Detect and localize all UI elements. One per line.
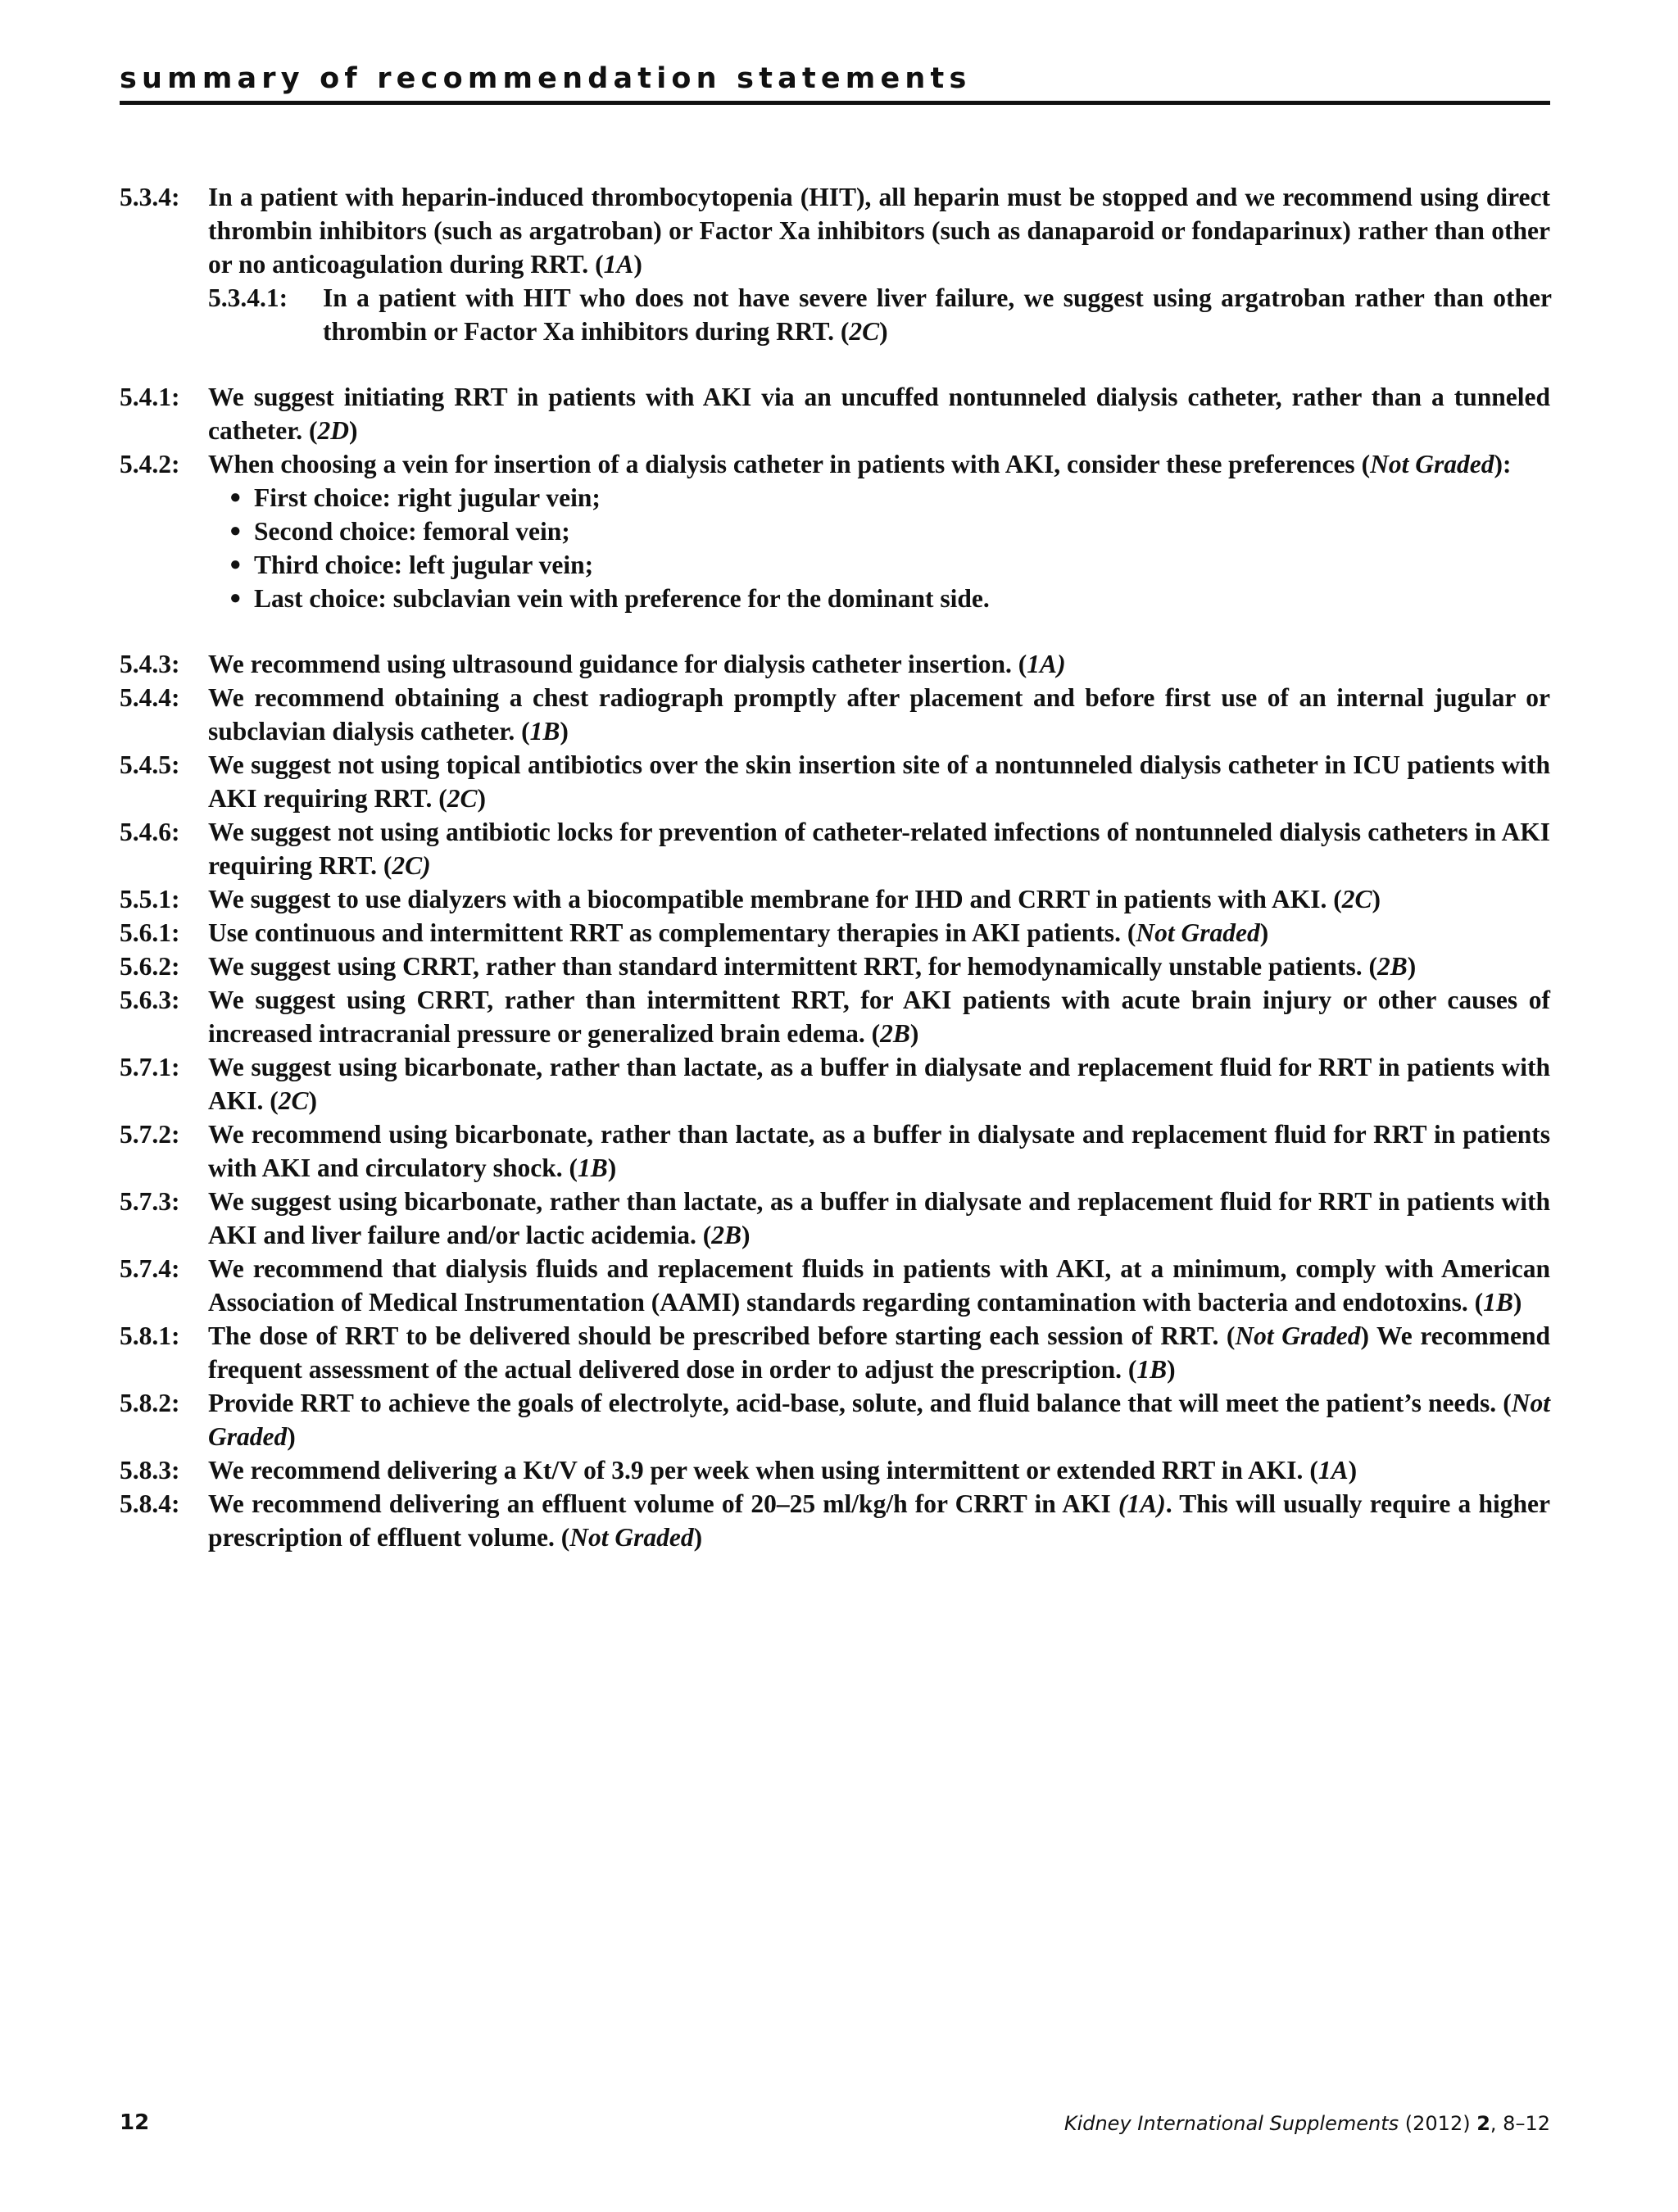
rec-number: 5.5.1:: [120, 885, 180, 913]
recommendation-5-4-2: [120, 447, 1550, 615]
rec-grade: 1B: [1483, 1288, 1513, 1317]
rec-text: We suggest using bicarbonate, rather than lactate, as a buffer in dialysate and replacement fluid for RRT in patients with AKI and liver failure and/or lactic acidemia. (2B): [208, 1187, 1550, 1249]
rec-text: In a patient with heparin-induced thrombocytopenia (HIT), all heparin must be stopped and we recommend using direct thrombin inhibitors (such as argatroban) or Factor Xa inhibitors (such as danaparoid or fondaparinux) rather than other or no anticoagulation during RRT. (1A): [208, 183, 1550, 279]
recommendation-5-7-4: [120, 1252, 1550, 1319]
rec-grade: Not Graded: [1370, 450, 1494, 478]
page-number: 12: [120, 2110, 150, 2135]
rec-text: We recommend obtaining a chest radiograph promptly after placement and before first use of an internal jugular or subclavian dialysis catheter. (1B): [208, 683, 1550, 746]
rec-body: We suggest initiating RRT in patients with AKI via an uncuffed nontunneled dialysis catheter, rather than a tunneled catheter.: [208, 383, 1550, 445]
rec-number: 5.8.1:: [120, 1321, 180, 1350]
bullet-icon: ●: [229, 487, 242, 508]
bullet-icon: ●: [229, 587, 242, 609]
rec-body: We recommend that dialysis fluids and replacement fluids in patients with AKI, at a minimum, comply with American Association of Medical Instrumentation (AAMI) standards regarding contamination with bacteria and endotoxins.: [208, 1254, 1550, 1317]
rec-grade: 2C: [392, 851, 423, 880]
bullet-icon: ●: [229, 554, 242, 575]
rec-text: Provide RRT to achieve the goals of electrolyte, acid-base, solute, and fluid balance that will meet the patient’s needs. (Not Graded): [208, 1389, 1550, 1451]
recommendation-5-7-2: [120, 1117, 1550, 1185]
rec-body: We recommend delivering an effluent volume of 20–25 ml/kg/h for CRRT in AKI: [208, 1489, 1111, 1518]
journal-name: Kidney International Supplements: [1063, 2112, 1399, 2135]
rec-grade: Not Graded: [1235, 1321, 1361, 1350]
rec-body: We recommend delivering a Kt/V of 3.9 per week when using intermittent or extended RRT in AKI.: [208, 1456, 1304, 1484]
rec-body-continued: This will usually require a higher prescription of effluent volume.: [208, 1489, 1551, 1552]
rec-number: 5.3.4.1:: [208, 283, 288, 312]
rec-text: We suggest to use dialyzers with a biocompatible membrane for IHD and CRRT in patients with AKI. (2C): [208, 885, 1381, 913]
rec-number: 5.7.3:: [120, 1187, 180, 1216]
rec-number: 5.4.4:: [120, 683, 180, 712]
rec-body: When choosing a vein for insertion of a dialysis catheter in patients with AKI, consider these preferences: [208, 450, 1355, 478]
rec-text: We suggest initiating RRT in patients with AKI via an uncuffed nontunneled dialysis catheter, rather than a tunneled catheter. (2D): [208, 383, 1550, 445]
recommendation-5-8-1: [120, 1319, 1550, 1386]
rec-text: Use continuous and intermittent RRT as complementary therapies in AKI patients. (Not Graded): [208, 918, 1269, 947]
rec-text: We recommend delivering a Kt/V of 3.9 per week when using intermittent or extended RRT in AKI. (1A): [208, 1456, 1358, 1484]
rec-grade: 1A: [1027, 650, 1058, 678]
recommendation-5-4-4: [120, 681, 1550, 748]
list-item: [229, 481, 1550, 514]
rec-number: 5.4.6:: [120, 818, 180, 846]
recommendation-5-4-1: [120, 380, 1550, 447]
recommendations-list: [120, 180, 1550, 1554]
rec-grade-secondary: 1B: [1136, 1355, 1168, 1384]
rec-body: We suggest using CRRT, rather than standard intermittent RRT, for hemodynamically unstable patients.: [208, 952, 1363, 981]
list-item-text: First choice: right jugular vein;: [254, 483, 601, 512]
rec-grade: 2D: [317, 416, 350, 445]
recommendation-5-4-3: [120, 647, 1550, 681]
rec-text: We suggest using bicarbonate, rather than lactate, as a buffer in dialysate and replacement fluid for RRT in patients with AKI. (2C): [208, 1053, 1550, 1115]
recommendation-5-5-1: [120, 882, 1550, 916]
recommendation-5-6-1: [120, 916, 1550, 950]
rec-body: We suggest using bicarbonate, rather than lactate, as a buffer in dialysate and replacement fluid for RRT in patients with AKI and liver failure and/or lactic acidemia.: [208, 1187, 1550, 1249]
rec-number: 5.6.1:: [120, 918, 180, 947]
recommendation-5-8-2: [120, 1386, 1550, 1453]
journal-year: (2012): [1404, 2112, 1471, 2135]
recommendation-5-3-4: [120, 180, 1550, 281]
rec-grade: 2B: [1377, 952, 1408, 981]
recommendation-5-7-1: [120, 1050, 1550, 1117]
rec-grade: 2C: [849, 317, 880, 346]
rec-text: When choosing a vein for insertion of a dialysis catheter in patients with AKI, consider these preferences (Not Graded): ● First choice: right jugular vein; ● Second choice: femoral vein; ● Third choice: left jugular vein; ● Last choice: subclavian vein with preference for the dominant side.: [208, 447, 1550, 615]
rec-text: We suggest using CRRT, rather than intermittent RRT, for AKI patients with acute brain injury or other causes of increased intracranial pressure or generalized brain edema. (2B): [208, 986, 1550, 1048]
list-item-text: Last choice: subclavian vein with preference for the dominant side.: [254, 584, 990, 613]
rec-number: 5.4.5:: [120, 750, 180, 779]
bullet-icon: ●: [229, 520, 242, 542]
rec-text: We suggest not using antibiotic locks for prevention of catheter-related infections of nontunneled dialysis catheters in AKI requiring RRT. (2C): [208, 818, 1550, 880]
rec-grade: 1B: [529, 717, 560, 746]
rec-grade: 2C: [1341, 885, 1372, 913]
rec-number: 5.6.3:: [120, 986, 180, 1014]
rec-text: We recommend using bicarbonate, rather than lactate, as a buffer in dialysate and replacement fluid for RRT in patients with AKI and circulatory shock. (1B): [208, 1120, 1550, 1182]
rec-body: We suggest using CRRT, rather than intermittent RRT, for AKI patients with acute brain injury or other causes of increased intracranial pressure or generalized brain edema.: [208, 986, 1550, 1048]
rec-number: 5.6.2:: [120, 952, 180, 981]
rec-grade: 2B: [880, 1019, 910, 1048]
journal-pages: , 8–12: [1490, 2112, 1550, 2135]
rec-grade: 2C: [447, 784, 478, 813]
list-item: [229, 548, 1550, 582]
rec-body: We suggest to use dialyzers with a biocompatible membrane for IHD and CRRT in patients with AKI.: [208, 885, 1327, 913]
recommendation-5-6-2: [120, 950, 1550, 983]
rec-body: We suggest using bicarbonate, rather than lactate, as a buffer in dialysate and replacement fluid for RRT in patients with AKI.: [208, 1053, 1550, 1115]
running-header: summary of recommendation statements: [120, 62, 972, 95]
rec-body: We recommend obtaining a chest radiograph promptly after placement and before first use of an internal jugular or subclavian dialysis catheter.: [208, 683, 1550, 746]
recommendation-5-4-6: [120, 815, 1550, 882]
rec-body: We recommend using bicarbonate, rather than lactate, as a buffer in dialysate and replacement fluid for RRT in patients with AKI and circulatory shock.: [208, 1120, 1550, 1182]
rec-body: We recommend using ultrasound guidance for dialysis catheter insertion.: [208, 650, 1012, 678]
rec-body: Use continuous and intermittent RRT as complementary therapies in AKI patients.: [208, 918, 1121, 947]
recommendation-5-3-4-1: [208, 281, 1550, 348]
rec-text: The dose of RRT to be delivered should be prescribed before starting each session of RRT. (Not Graded) We recommend frequent assessment of the actual delivered dose in order to adjust the prescription. (1B): [208, 1321, 1550, 1384]
rec-text: We recommend that dialysis fluids and replacement fluids in patients with AKI, at a minimum, comply with American Association of Medical Instrumentation (AAMI) standards regarding contamination with bacteria and endotoxins. (1B): [208, 1254, 1550, 1317]
rec-number: 5.8.4:: [120, 1489, 180, 1518]
rec-body: In a patient with HIT who does not have severe liver failure, we suggest using argatroban rather than other thrombin or Factor Xa inhibitors during RRT.: [323, 283, 1552, 346]
rec-grade: 2C: [278, 1086, 309, 1115]
rec-text: We suggest not using topical antibiotics over the skin insertion site of a nontunneled dialysis catheter in ICU patients with AKI requiring RRT. (2C): [208, 750, 1550, 813]
rec-number: 5.8.2:: [120, 1389, 180, 1417]
journal-citation: [1064, 2112, 1550, 2135]
rec-number: 5.4.3:: [120, 650, 180, 678]
rec-grade: 1B: [577, 1154, 608, 1182]
vein-preference-list: [208, 481, 1550, 615]
rec-text: We recommend delivering an effluent volume of 20–25 ml/kg/h for CRRT in AKI (1A). This will usually require a higher prescription of effluent volume. (Not Graded): [208, 1489, 1551, 1552]
list-item-text: Third choice: left jugular vein;: [254, 551, 594, 579]
recommendation-5-4-5: [120, 748, 1550, 815]
list-item: [229, 582, 1550, 615]
rec-grade: Not Graded: [1136, 918, 1260, 947]
recommendation-5-6-3: [120, 983, 1550, 1050]
rec-text: In a patient with HIT who does not have severe liver failure, we suggest using argatroban rather than other thrombin or Factor Xa inhibitors during RRT. (2C): [323, 283, 1552, 346]
rec-number: 5.4.1:: [120, 383, 180, 411]
rec-body: We suggest not using antibiotic locks for prevention of catheter-related infections of nontunneled dialysis catheters in AKI requiring RRT.: [208, 818, 1550, 880]
journal-volume: 2: [1476, 2112, 1490, 2135]
rec-grade: 2B: [711, 1221, 741, 1249]
recommendation-5-7-3: [120, 1185, 1550, 1252]
rec-number: 5.8.3:: [120, 1456, 180, 1484]
rec-body-continued: We recommend frequent assessment of the actual delivered dose in order to adjust the prescription.: [208, 1321, 1550, 1384]
rec-number: 5.4.2:: [120, 450, 180, 478]
recommendation-5-8-4: [120, 1487, 1550, 1554]
rec-number: 5.7.1:: [120, 1053, 180, 1081]
rec-body: We suggest not using topical antibiotics over the skin insertion site of a nontunneled dialysis catheter in ICU patients with AKI requiring RRT.: [208, 750, 1550, 813]
list-item-text: Second choice: femoral vein;: [254, 517, 570, 546]
rec-grade-secondary: Not Graded: [569, 1523, 694, 1552]
rec-grade: 1A: [603, 250, 634, 279]
rec-number: 5.7.2:: [120, 1120, 180, 1149]
rec-text: We suggest using CRRT, rather than standard intermittent RRT, for hemodynamically unstable patients. (2B): [208, 952, 1417, 981]
rec-body: In a patient with heparin-induced thrombocytopenia (HIT), all heparin must be stopped and we recommend using direct thrombin inhibitors (such as argatroban) or Factor Xa inhibitors (such as danaparoid or fondaparinux) rather than other or no anticoagulation during RRT.: [208, 183, 1550, 279]
rec-number: 5.7.4:: [120, 1254, 180, 1283]
rec-grade: Not Graded: [208, 1389, 1550, 1451]
recommendation-5-8-3: [120, 1453, 1550, 1487]
rec-body: The dose of RRT to be delivered should be prescribed before starting each session of RRT.: [208, 1321, 1219, 1350]
rec-text: We recommend using ultrasound guidance for dialysis catheter insertion. (1A): [208, 650, 1066, 678]
rec-number: 5.3.4:: [120, 183, 180, 211]
rec-body: Provide RRT to achieve the goals of electrolyte, acid-base, solute, and fluid balance that will meet the patient’s needs.: [208, 1389, 1497, 1417]
list-item: [229, 514, 1550, 548]
header-rule: [120, 101, 1550, 105]
rec-grade: 1A: [1317, 1456, 1349, 1484]
rec-grade: 1A: [1127, 1489, 1158, 1518]
